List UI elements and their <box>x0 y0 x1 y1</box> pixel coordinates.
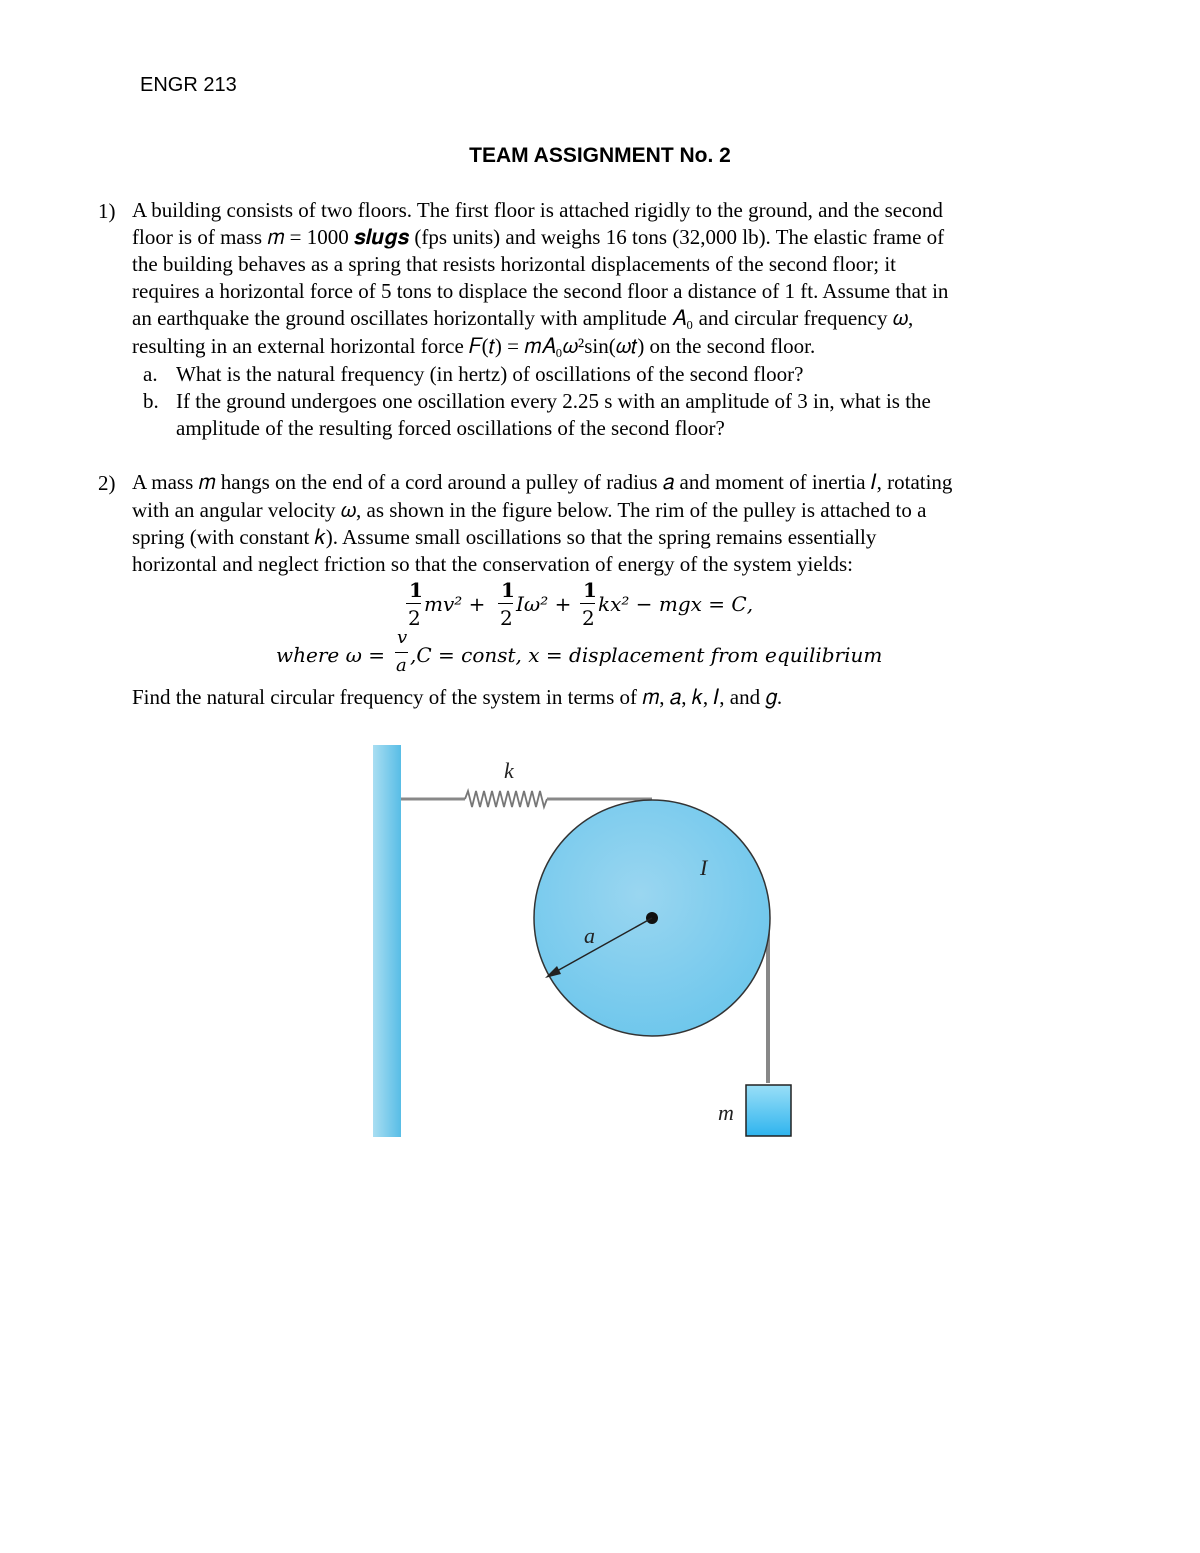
part-label: b. <box>143 389 159 413</box>
fraction-bar <box>406 603 421 604</box>
radius-label: a <box>584 923 595 948</box>
equation-term: 𝐼𝜔² + <box>516 592 572 616</box>
fraction-numerator: 1 <box>583 578 597 602</box>
fraction-numerator: 1 <box>409 578 423 602</box>
part-text: amplitude of the resulting forced oscillations of the second floor? <box>176 416 725 440</box>
problem-text-line: an earthquake the ground oscillates horizontally with amplitude 𝐴₀ and circular frequency 𝜔, <box>132 306 914 330</box>
spring <box>401 791 652 807</box>
problem-number: 2) <box>98 471 116 495</box>
fraction-denominator: 2 <box>500 606 513 630</box>
problem-text-line: with an angular velocity 𝜔, as shown in the figure below. The rim of the pulley is attached to a <box>132 498 927 522</box>
problem-text-line: the building behaves as a spring that resists horizontal displacements of the second floor; it <box>132 252 896 276</box>
hanging-mass <box>746 1085 791 1136</box>
equation-term: 𝑘𝑥² − 𝑚𝑔𝑥 = 𝐶, <box>598 592 754 616</box>
page-title: TEAM ASSIGNMENT No. 2 <box>469 144 731 167</box>
fraction-bar <box>395 652 408 653</box>
problem-text-line: A mass 𝑚 hangs on the end of a cord around a pulley of radius 𝑎 and moment of inertia 𝐼, rotating <box>132 470 953 494</box>
pulley-spring-figure <box>360 740 810 1145</box>
part-label: a. <box>143 362 158 386</box>
spring-label: k <box>504 758 514 783</box>
where-prefix: 𝑤ℎ𝑒𝑟𝑒 𝜔 = <box>276 643 386 667</box>
wall <box>373 745 401 1137</box>
fraction-bar <box>498 603 513 604</box>
where-rest: ,𝐶 = 𝑐𝑜𝑛𝑠𝑡, 𝑥 = 𝑑𝑖𝑠𝑝𝑙𝑎𝑐𝑒𝑚𝑒𝑛𝑡 𝑓𝑟𝑜𝑚 𝑒𝑞𝑢𝑖𝑙𝑖𝑏𝑟𝑖𝑢𝑚 <box>410 643 883 667</box>
problem-text-line: resulting in an external horizontal force 𝐹(𝑡) = 𝑚𝐴₀𝜔²sin(𝜔𝑡) on the second floor. <box>132 334 816 358</box>
fraction-denominator: 𝑎 <box>396 655 407 676</box>
problem-text-line: floor is of mass 𝑚 = 1000 𝒔𝒍𝒖𝒈𝒔 (fps units) and weighs 16 tons (32,000 lb). The elastic frame of <box>132 225 945 249</box>
fraction-numerator: 𝑣 <box>397 627 408 648</box>
part-text: What is the natural frequency (in hertz) of oscillations of the second floor? <box>176 362 804 386</box>
problem-text-line: requires a horizontal force of 5 tons to displace the second floor a distance of 1 ft. Assume that in <box>132 279 949 303</box>
problem-text-line: A building consists of two floors. The first floor is attached rigidly to the ground, and the second <box>132 198 943 222</box>
fraction-bar <box>580 603 595 604</box>
course-code: ENGR 213 <box>140 74 237 96</box>
fraction-denominator: 2 <box>582 606 595 630</box>
problem-text-line: spring (with constant 𝑘). Assume small oscillations so that the spring remains essentially <box>132 525 877 549</box>
part-text: If the ground undergoes one oscillation every 2.25 s with an amplitude of 3 in, what is the <box>176 389 931 413</box>
problem-question: Find the natural circular frequency of the system in terms of 𝑚, 𝑎, 𝑘, 𝐼, and 𝑔. <box>132 685 783 709</box>
problem-number: 1) <box>98 199 116 223</box>
problem-text-line: horizontal and neglect friction so that the conservation of energy of the system yields: <box>132 552 853 576</box>
fraction-denominator: 2 <box>408 606 421 630</box>
inertia-label: I <box>700 855 708 880</box>
equation-term: 𝑚𝑣² + <box>424 592 486 616</box>
fraction-numerator: 1 <box>501 578 515 602</box>
mass-label: m <box>718 1100 734 1125</box>
